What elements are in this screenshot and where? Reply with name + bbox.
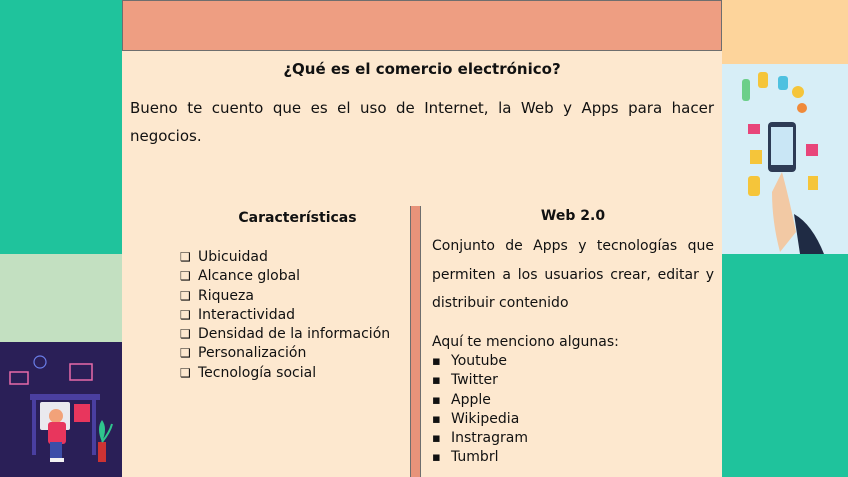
header-banner xyxy=(122,0,722,51)
web-intro: Aquí te menciono algunas: xyxy=(432,334,619,350)
left-top-panel xyxy=(0,0,122,254)
list-item: ▪ Twitter xyxy=(432,371,528,390)
left-middle-panel xyxy=(0,254,122,342)
person-at-desk-icon xyxy=(0,342,122,477)
ecommerce-phone-icon xyxy=(722,64,848,254)
list-item: ❑ Densidad de la información xyxy=(180,325,390,344)
characteristics-title: Características xyxy=(238,210,357,226)
desk-illustration xyxy=(0,342,122,477)
list-item: ▪ Instragram xyxy=(432,429,528,448)
right-top-panel xyxy=(722,0,848,64)
list-item: ❑ Riqueza xyxy=(180,287,390,306)
list-item: ❑ Alcance global xyxy=(180,267,390,286)
intro-text: Bueno te cuento que es el uso de Internet, la Web y Apps para hacer negocios. xyxy=(130,99,714,145)
web-list xyxy=(432,352,528,468)
page-title: ¿Qué es el comercio electrónico? xyxy=(283,60,561,78)
list-item: ❑ Tecnología social xyxy=(180,364,390,383)
list-item: ▪ Wikipedia xyxy=(432,410,528,429)
right-bottom-panel xyxy=(722,254,848,477)
list-item: ▪ Tumbrl xyxy=(432,448,528,467)
phone-illustration xyxy=(722,64,848,254)
web-description: Conjunto de Apps y tecnologías que permiten a los usuarios crear, editar y distribuir contenido xyxy=(432,238,714,311)
list-item: ❑ Ubicuidad xyxy=(180,248,390,267)
web-title: Web 2.0 xyxy=(540,208,606,224)
list-item: ❑ Interactividad xyxy=(180,306,390,325)
list-item: ▪ Youtube xyxy=(432,352,528,371)
list-item: ▪ Apple xyxy=(432,391,528,410)
characteristics-list xyxy=(180,248,390,383)
column-divider xyxy=(410,206,421,477)
list-item: ❑ Personalización xyxy=(180,344,390,363)
